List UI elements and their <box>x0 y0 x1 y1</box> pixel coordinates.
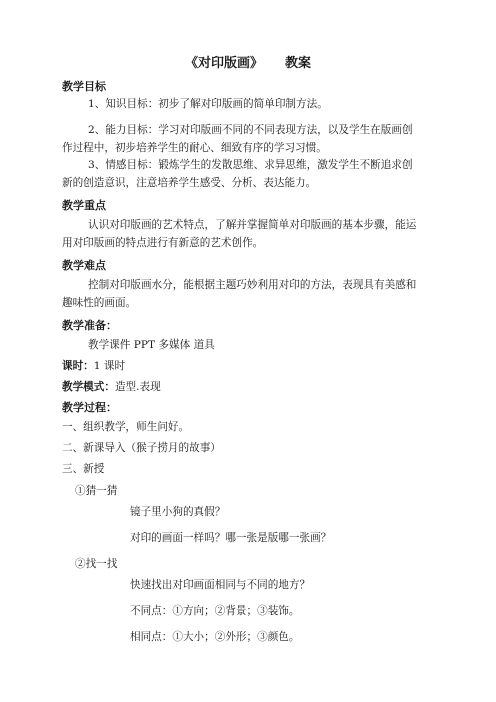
class-hours <box>62 359 125 373</box>
step-3: 三、新授 <box>62 463 105 475</box>
goal-1: 1、知识目标：初步了解对印版画的简单印制方法。 <box>88 98 328 110</box>
find-differences: 不同点：①方向；②背景；③装饰。 <box>130 605 300 617</box>
difficulty-line-1: 控制对印版画水分，能根据主题巧妙利用对印的方法，表现具有美感和 <box>88 279 417 291</box>
difficulty-heading: 教学难点 <box>62 259 106 272</box>
preparation-heading: 教学准备： <box>62 319 117 332</box>
find-similarities: 相同点：①大小；②外形；③颜色。 <box>130 631 300 643</box>
goal-3-line-2: 新的创造意识，注意培养学生感受、分析、表达能力。 <box>62 177 317 189</box>
guess-question-1: 镜子里小狗的真假？ <box>130 506 226 518</box>
difficulty-line-2: 趣味性的画面。 <box>62 297 137 309</box>
title-main: 《对印版画》 <box>184 56 263 71</box>
teaching-mode-value: 造型.表现 <box>114 381 161 393</box>
key-points-heading: 教学重点 <box>62 199 106 212</box>
step-2: 二、新课导入（猴子捞月的故事） <box>62 442 221 454</box>
substep-find: ②找一找 <box>75 558 118 570</box>
guess-question-2: 对印的画面一样吗？哪一张是版哪一张画？ <box>130 532 332 544</box>
process-heading: 教学过程： <box>62 401 117 414</box>
class-hours-label: 课时： <box>62 360 94 372</box>
title-suffix: 教案 <box>285 56 312 71</box>
preparation-content: 教学课件 PPT 多媒体 道具 <box>88 339 215 351</box>
class-hours-value: 1 课时 <box>93 360 126 372</box>
find-question: 快速找出对印画面相同与不同的地方？ <box>130 579 311 591</box>
document-title <box>0 52 496 71</box>
key-points-line-1: 认识对印版画的艺术特点，了解并掌握简单对印版画的基本步骤，能运 <box>88 219 417 231</box>
teaching-mode-label: 教学模式： <box>62 381 115 393</box>
step-1: 一、组织教学，师生问好。 <box>62 421 190 433</box>
goal-2-line-1: 2、能力目标：学习对印版画不同的不同表现方法，以及学生在版画创 <box>88 124 413 136</box>
key-points-line-2: 用对印版画的特点进行有新意的艺术创作。 <box>62 237 264 249</box>
goals-heading: 教学目标 <box>62 80 106 93</box>
substep-guess: ①猜一猜 <box>75 485 118 497</box>
teaching-mode <box>62 380 161 394</box>
goal-3-line-1: 3、情感目标：锻炼学生的发散思维、求异思维，激发学生不断追求创 <box>88 159 413 171</box>
goal-2-line-2: 作过程中，初步培养学生的耐心、细致有序的学习习惯。 <box>62 142 327 154</box>
